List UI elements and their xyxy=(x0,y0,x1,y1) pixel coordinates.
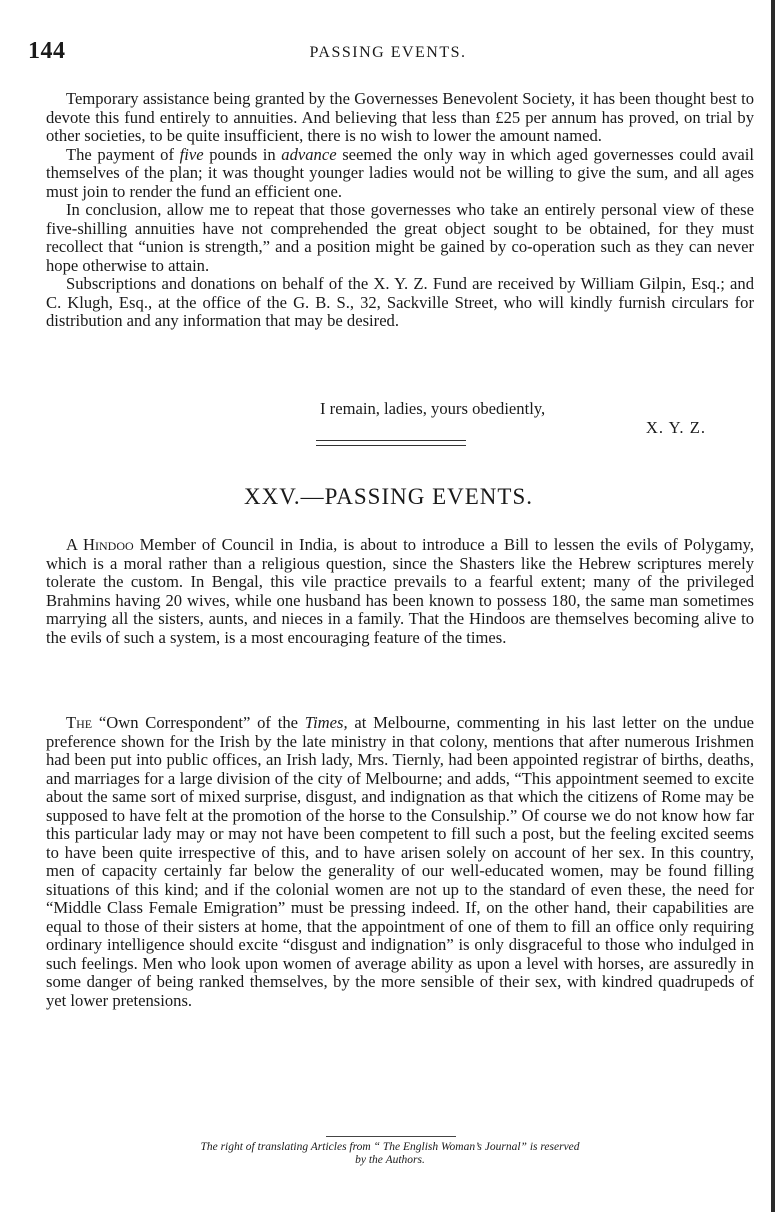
news-paragraph xyxy=(46,536,754,647)
letter-paragraph: Subscriptions and donations on behalf of the X. Y. Z. Fund are received by William Gilpin, Esq.; and C. Klugh, Esq., at the office of the G. B. S., 32, Sackville Street, who will kindly furnish circulars for distribution and any information that may be desired. xyxy=(46,274,754,330)
news-text: Member of Council in India, is about to introduce a Bill to lessen the evils of Polygamy, which is a moral rather than a religious question, since the Shasters like the Hebrew scriptures merely tolerate the custom. In Bengal, this vile practice prevails to a fearful extent; many of the privileged Brahmins having 20 wives, while one husband has been known to possess 180, the same man sometimes marrying all the sisters, aunts, and nieces in a family. That the Hindoos are themselves becoming alive to the evils of such a system, is a most encouraging feature of the times. xyxy=(46,535,754,647)
letter-body xyxy=(46,90,754,331)
news-text: at Melbourne, commenting in his last letter on the undue preference shown for the Irish by the late ministry in that colony, mentions that after numerous Irishmen had been put into public offices, an Irish lady, Mrs. Tiernly, had been appointed registrar of births, deaths, and marriages for a large division of the city of Melbourne; and adds, “This appointment seemed to excite about the same sort of mixed surprise, disgust, and indignation as that which the citizens of Rome may be supposed to have felt at the promotion of the horse to the Consulship.” Of course we do not know how far this particular lady may or may not have been competent to fill such a post, but the feeling excited seems to have been quite irrespective of this, and to have arisen solely on account of her sex. In this country, men of capacity certainly far below the generality of our well-educated women, may be found filling situations of this kind; and if the colonial women are not up to the standard of even these, the need for “Middle Class Female Emigration” must be pressing indeed. If, on the other hand, their capabilities are equal to those of their sisters at home, that the appointment of one of them to fill an office only requiring ordinary intelligence should excite “disgust and indignation” is only disgraceful to those who indulged in such feelings. Men who look upon women of average ability as upon a level with horses, are assuredly in some danger of being ranked themselves, by the more sensible of their sex, with kindred quadrupeds of yet lower pretensions. xyxy=(46,713,754,1010)
running-head: PASSING EVENTS. xyxy=(309,44,467,61)
page-edge-rule xyxy=(771,0,775,1212)
footer-rule xyxy=(326,1136,456,1137)
lead-words: The xyxy=(66,713,93,732)
closing-line: I remain, ladies, yours obediently, xyxy=(320,399,546,418)
letter-text: The payment of xyxy=(66,144,174,164)
letter-text: seemed the only way in which aged governesses could avail themselves of the plan; it was thought younger ladies would not be willing to give the sum, and all ages must join to render the fund an efficient one. xyxy=(46,144,755,201)
emphasis: five xyxy=(179,144,204,164)
footer-line: The right of translating Articles from “ The English Woman’s Journal” is reserved xyxy=(200,1141,580,1153)
letter-paragraph: In conclusion, allow me to repeat that those governesses who take an entirely personal view of these five-shilling annuities have not comprehended the great object sought to be obtained, for they must recollect that “union is strength,” and a position might be gained by co-operation such as they can never hope otherwise to attain. xyxy=(46,200,754,275)
page-number: 144 xyxy=(28,38,66,64)
news-item xyxy=(46,714,754,1010)
signature: X. Y. Z. xyxy=(645,418,706,437)
footer-note xyxy=(40,1141,740,1167)
emphasis: advance xyxy=(281,144,337,164)
letter-paragraph xyxy=(46,146,754,202)
letter-text: pounds in xyxy=(209,144,276,164)
news-paragraph xyxy=(46,714,754,1010)
news-item xyxy=(46,536,754,647)
section-divider xyxy=(316,440,466,446)
news-text: “Own Correspondent” of the xyxy=(98,713,298,732)
letter-paragraph: Temporary assistance being granted by the Governesses Benevolent Society, it has been thought best to devote this fund entirely to annuities. And believing that less than £25 per annum has proved, on trial by other societies, to be quite insufficient, there is no wish to lower the amount named. xyxy=(46,89,754,145)
lead-words: A Hindoo xyxy=(66,535,134,554)
section-title: XXV.—PASSING EVENTS. xyxy=(243,484,534,509)
page-header xyxy=(28,38,748,68)
emphasis: Times, xyxy=(304,713,348,732)
footer-line: by the Authors. xyxy=(355,1154,425,1166)
